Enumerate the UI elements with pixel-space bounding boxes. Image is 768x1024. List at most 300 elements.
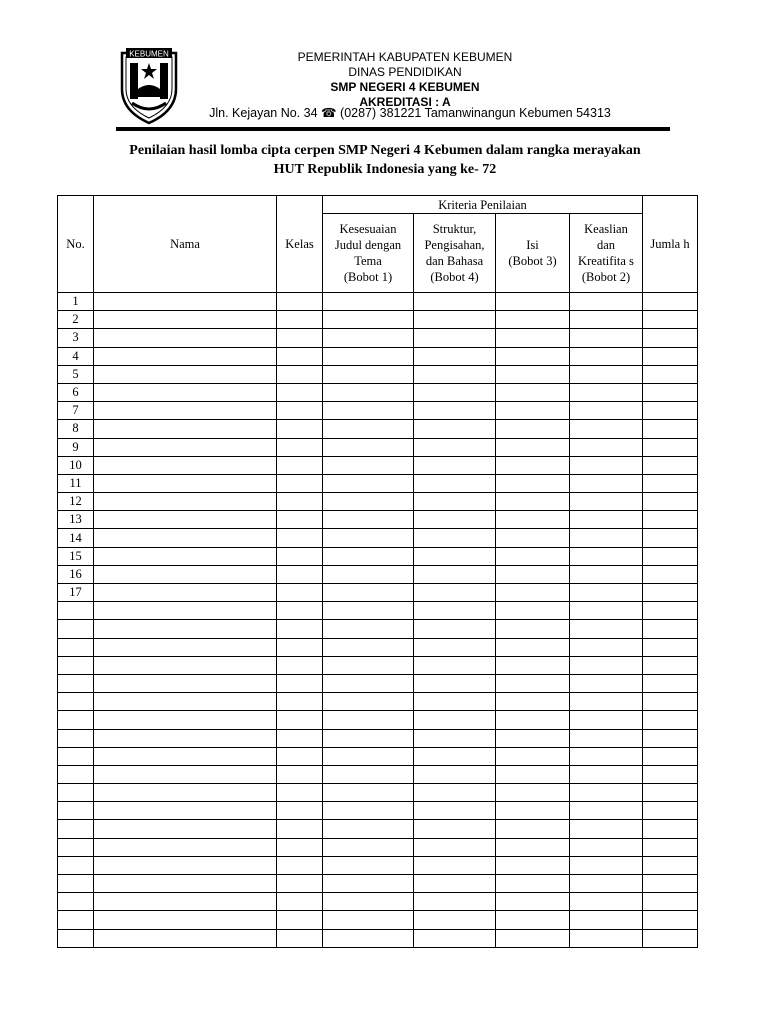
table-cell bbox=[496, 584, 570, 602]
table-cell bbox=[414, 674, 496, 692]
table-row bbox=[58, 365, 698, 383]
table-cell bbox=[94, 784, 277, 802]
table-cell bbox=[323, 311, 414, 329]
table-cell bbox=[496, 693, 570, 711]
table-cell bbox=[94, 438, 277, 456]
table-cell bbox=[414, 565, 496, 583]
school-address: Jln. Kejayan No. 34 ☎ (0287) 381221 Tamanwinangun Kebumen 54313 bbox=[209, 106, 611, 120]
row-number: 15 bbox=[58, 547, 94, 565]
table-cell bbox=[94, 838, 277, 856]
table-cell bbox=[277, 365, 323, 383]
table-cell bbox=[570, 765, 643, 783]
table-cell bbox=[94, 511, 277, 529]
table-cell bbox=[643, 493, 698, 511]
table-cell bbox=[94, 674, 277, 692]
table-cell bbox=[496, 602, 570, 620]
table-cell bbox=[496, 711, 570, 729]
table-cell bbox=[94, 620, 277, 638]
table-cell bbox=[323, 383, 414, 401]
table-cell bbox=[277, 456, 323, 474]
row-number bbox=[58, 620, 94, 638]
table-cell bbox=[570, 493, 643, 511]
table-cell bbox=[570, 784, 643, 802]
letterhead-rule bbox=[116, 127, 670, 131]
table-cell bbox=[414, 893, 496, 911]
title-line-1: Penilaian hasil lomba cipta cerpen SMP Negeri 4 Kebumen dalam rangka merayakan bbox=[129, 143, 641, 158]
table-cell bbox=[570, 747, 643, 765]
row-number bbox=[58, 729, 94, 747]
table-cell bbox=[643, 856, 698, 874]
table-cell bbox=[643, 474, 698, 492]
table-row bbox=[58, 929, 698, 947]
table-cell bbox=[414, 693, 496, 711]
table-cell bbox=[496, 765, 570, 783]
table-cell bbox=[94, 802, 277, 820]
table-cell bbox=[277, 711, 323, 729]
table-cell bbox=[643, 365, 698, 383]
table-cell bbox=[414, 656, 496, 674]
table-row bbox=[58, 383, 698, 401]
table-cell bbox=[570, 729, 643, 747]
table-cell bbox=[643, 584, 698, 602]
table-cell bbox=[643, 875, 698, 893]
table-cell bbox=[277, 565, 323, 583]
table-cell bbox=[570, 347, 643, 365]
table-cell bbox=[570, 565, 643, 583]
table-cell bbox=[643, 693, 698, 711]
table-cell bbox=[570, 893, 643, 911]
table-cell bbox=[323, 547, 414, 565]
table-cell bbox=[570, 911, 643, 929]
table-cell bbox=[496, 638, 570, 656]
table-cell bbox=[94, 911, 277, 929]
table-cell bbox=[94, 420, 277, 438]
table-cell bbox=[570, 856, 643, 874]
table-row bbox=[58, 402, 698, 420]
table-cell bbox=[570, 656, 643, 674]
table-cell bbox=[496, 893, 570, 911]
table-cell bbox=[570, 311, 643, 329]
table-cell bbox=[323, 438, 414, 456]
table-row bbox=[58, 820, 698, 838]
table-row bbox=[58, 438, 698, 456]
table-cell bbox=[643, 893, 698, 911]
criteria-header bbox=[323, 214, 414, 293]
table-cell bbox=[643, 456, 698, 474]
table-cell bbox=[323, 584, 414, 602]
table-cell bbox=[277, 656, 323, 674]
table-cell bbox=[323, 420, 414, 438]
row-number: 13 bbox=[58, 511, 94, 529]
table-row bbox=[58, 784, 698, 802]
table-cell bbox=[414, 311, 496, 329]
table-cell bbox=[323, 929, 414, 947]
table-cell bbox=[643, 438, 698, 456]
table-cell bbox=[570, 602, 643, 620]
table-row bbox=[58, 565, 698, 583]
table-cell bbox=[277, 875, 323, 893]
table-cell bbox=[323, 747, 414, 765]
table-cell bbox=[643, 784, 698, 802]
table-cell bbox=[496, 456, 570, 474]
table-cell bbox=[323, 820, 414, 838]
table-cell bbox=[496, 383, 570, 401]
table-cell bbox=[323, 656, 414, 674]
row-number bbox=[58, 765, 94, 783]
table-cell bbox=[414, 856, 496, 874]
table-cell bbox=[94, 311, 277, 329]
table-cell bbox=[414, 838, 496, 856]
table-cell bbox=[570, 693, 643, 711]
table-row bbox=[58, 511, 698, 529]
table-cell bbox=[643, 729, 698, 747]
table-cell bbox=[277, 693, 323, 711]
table-cell bbox=[323, 802, 414, 820]
table-cell bbox=[277, 911, 323, 929]
table-cell bbox=[643, 293, 698, 311]
table-row bbox=[58, 729, 698, 747]
table-cell bbox=[643, 402, 698, 420]
table-cell bbox=[496, 293, 570, 311]
table-cell bbox=[496, 347, 570, 365]
table-cell bbox=[643, 747, 698, 765]
table-cell bbox=[94, 529, 277, 547]
table-cell bbox=[277, 838, 323, 856]
row-number: 11 bbox=[58, 474, 94, 492]
row-number: 9 bbox=[58, 438, 94, 456]
table-cell bbox=[323, 511, 414, 529]
table-cell bbox=[643, 656, 698, 674]
table-cell bbox=[414, 620, 496, 638]
table-cell bbox=[94, 383, 277, 401]
table-cell bbox=[570, 365, 643, 383]
table-cell bbox=[277, 493, 323, 511]
header-no: No. bbox=[58, 196, 94, 293]
kebumen-regency-logo bbox=[118, 45, 180, 125]
table-cell bbox=[94, 856, 277, 874]
criteria-label: Struktur, Pengisahan, dan Bahasa bbox=[424, 222, 485, 268]
table-cell bbox=[94, 293, 277, 311]
table-cell bbox=[94, 893, 277, 911]
table-cell bbox=[277, 602, 323, 620]
table-row bbox=[58, 420, 698, 438]
table-cell bbox=[496, 402, 570, 420]
table-cell bbox=[277, 293, 323, 311]
row-number: 2 bbox=[58, 311, 94, 329]
table-cell bbox=[643, 620, 698, 638]
table-cell bbox=[414, 875, 496, 893]
row-number: 8 bbox=[58, 420, 94, 438]
row-number bbox=[58, 747, 94, 765]
table-cell bbox=[323, 729, 414, 747]
table-cell bbox=[94, 747, 277, 765]
table-cell bbox=[94, 402, 277, 420]
table-cell bbox=[414, 747, 496, 765]
table-cell bbox=[643, 311, 698, 329]
table-cell bbox=[414, 365, 496, 383]
table-cell bbox=[414, 493, 496, 511]
document-title bbox=[70, 141, 700, 179]
table-cell bbox=[643, 838, 698, 856]
school-name: SMP NEGERI 4 KEBUMEN bbox=[330, 80, 480, 94]
criteria-label: Kesesuaian Judul dengan Tema bbox=[334, 222, 402, 268]
table-cell bbox=[414, 456, 496, 474]
table-cell bbox=[94, 638, 277, 656]
table-cell bbox=[277, 402, 323, 420]
table-cell bbox=[323, 711, 414, 729]
table-cell bbox=[277, 747, 323, 765]
row-number: 16 bbox=[58, 565, 94, 583]
table-cell bbox=[414, 529, 496, 547]
table-cell bbox=[323, 784, 414, 802]
table-cell bbox=[643, 347, 698, 365]
table-cell bbox=[570, 529, 643, 547]
table-row bbox=[58, 911, 698, 929]
table-row bbox=[58, 875, 698, 893]
table-cell bbox=[496, 438, 570, 456]
table-cell bbox=[570, 456, 643, 474]
table-cell bbox=[277, 420, 323, 438]
table-cell bbox=[496, 365, 570, 383]
table-cell bbox=[570, 329, 643, 347]
table-cell bbox=[570, 420, 643, 438]
table-cell bbox=[496, 620, 570, 638]
table-cell bbox=[496, 547, 570, 565]
table-cell bbox=[323, 674, 414, 692]
row-number bbox=[58, 602, 94, 620]
table-cell bbox=[643, 638, 698, 656]
table-cell bbox=[643, 529, 698, 547]
table-cell bbox=[496, 511, 570, 529]
table-cell bbox=[323, 365, 414, 383]
table-cell bbox=[643, 929, 698, 947]
table-cell bbox=[323, 875, 414, 893]
header-jumlah: Jumla h bbox=[643, 196, 698, 293]
table-cell bbox=[643, 329, 698, 347]
table-cell bbox=[94, 565, 277, 583]
table-cell bbox=[323, 893, 414, 911]
table-cell bbox=[94, 729, 277, 747]
row-number bbox=[58, 911, 94, 929]
accreditation: AKREDITASI : A bbox=[359, 95, 451, 109]
table-cell bbox=[570, 620, 643, 638]
table-cell bbox=[414, 438, 496, 456]
table-cell bbox=[277, 929, 323, 947]
table-cell bbox=[414, 802, 496, 820]
row-number: 5 bbox=[58, 365, 94, 383]
table-cell bbox=[277, 856, 323, 874]
table-row bbox=[58, 456, 698, 474]
row-number: 3 bbox=[58, 329, 94, 347]
table-cell bbox=[570, 638, 643, 656]
row-number bbox=[58, 784, 94, 802]
table-cell bbox=[323, 529, 414, 547]
table-cell bbox=[414, 383, 496, 401]
table-cell bbox=[323, 693, 414, 711]
table-cell bbox=[323, 638, 414, 656]
table-cell bbox=[414, 602, 496, 620]
row-number bbox=[58, 656, 94, 674]
table-cell bbox=[277, 620, 323, 638]
table-cell bbox=[94, 493, 277, 511]
table-cell bbox=[496, 820, 570, 838]
table-cell bbox=[277, 674, 323, 692]
table-cell bbox=[570, 838, 643, 856]
table-cell bbox=[277, 765, 323, 783]
table-cell bbox=[643, 383, 698, 401]
row-number bbox=[58, 693, 94, 711]
table-cell bbox=[94, 584, 277, 602]
table-cell bbox=[643, 711, 698, 729]
table-cell bbox=[414, 929, 496, 947]
table-cell bbox=[277, 638, 323, 656]
table-cell bbox=[94, 929, 277, 947]
table-cell bbox=[277, 383, 323, 401]
table-cell bbox=[496, 856, 570, 874]
table-cell bbox=[414, 711, 496, 729]
table-cell bbox=[570, 293, 643, 311]
table-cell bbox=[496, 493, 570, 511]
row-number bbox=[58, 674, 94, 692]
table-cell bbox=[277, 438, 323, 456]
table-row bbox=[58, 347, 698, 365]
table-cell bbox=[643, 765, 698, 783]
row-number bbox=[58, 838, 94, 856]
table-cell bbox=[94, 656, 277, 674]
table-cell bbox=[496, 656, 570, 674]
table-cell bbox=[414, 584, 496, 602]
table-cell bbox=[323, 620, 414, 638]
row-number bbox=[58, 875, 94, 893]
row-number: 6 bbox=[58, 383, 94, 401]
header-kriteria: Kriteria Penilaian bbox=[323, 196, 643, 214]
table-cell bbox=[94, 765, 277, 783]
table-cell bbox=[496, 529, 570, 547]
table-cell bbox=[414, 474, 496, 492]
table-cell bbox=[643, 420, 698, 438]
criteria-weight: (Bobot 1) bbox=[343, 270, 393, 284]
table-cell bbox=[323, 456, 414, 474]
table-cell bbox=[414, 729, 496, 747]
table-cell bbox=[570, 383, 643, 401]
table-cell bbox=[94, 711, 277, 729]
table-cell bbox=[496, 802, 570, 820]
row-number: 17 bbox=[58, 584, 94, 602]
table-cell bbox=[570, 584, 643, 602]
table-row bbox=[58, 693, 698, 711]
table-cell bbox=[570, 820, 643, 838]
table-cell bbox=[496, 784, 570, 802]
table-cell bbox=[496, 474, 570, 492]
table-row bbox=[58, 893, 698, 911]
table-cell bbox=[496, 729, 570, 747]
table-cell bbox=[643, 602, 698, 620]
table-cell bbox=[414, 547, 496, 565]
table-row bbox=[58, 293, 698, 311]
table-cell bbox=[277, 893, 323, 911]
table-cell bbox=[570, 875, 643, 893]
table-cell bbox=[643, 565, 698, 583]
table-cell bbox=[496, 311, 570, 329]
row-number: 1 bbox=[58, 293, 94, 311]
table-cell bbox=[277, 474, 323, 492]
table-cell bbox=[570, 802, 643, 820]
table-cell bbox=[94, 456, 277, 474]
table-cell bbox=[570, 438, 643, 456]
row-number bbox=[58, 929, 94, 947]
table-cell bbox=[496, 911, 570, 929]
table-cell bbox=[414, 820, 496, 838]
row-number bbox=[58, 638, 94, 656]
row-number: 12 bbox=[58, 493, 94, 511]
row-number bbox=[58, 711, 94, 729]
table-cell bbox=[570, 674, 643, 692]
table-cell bbox=[277, 584, 323, 602]
table-cell bbox=[496, 420, 570, 438]
table-row bbox=[58, 329, 698, 347]
table-cell bbox=[277, 802, 323, 820]
row-number bbox=[58, 893, 94, 911]
criteria-weight: (Bobot 4) bbox=[430, 270, 479, 284]
row-number: 10 bbox=[58, 456, 94, 474]
table-row bbox=[58, 747, 698, 765]
row-number bbox=[58, 856, 94, 874]
table-cell bbox=[414, 638, 496, 656]
table-cell bbox=[414, 511, 496, 529]
table-cell bbox=[323, 838, 414, 856]
table-cell bbox=[277, 329, 323, 347]
table-cell bbox=[323, 347, 414, 365]
table-cell bbox=[94, 875, 277, 893]
table-row bbox=[58, 529, 698, 547]
assessment-table bbox=[57, 195, 698, 948]
table-cell bbox=[570, 402, 643, 420]
table-cell bbox=[94, 474, 277, 492]
table-row bbox=[58, 765, 698, 783]
table-row bbox=[58, 547, 698, 565]
row-number bbox=[58, 820, 94, 838]
table-cell bbox=[570, 511, 643, 529]
table-cell bbox=[94, 693, 277, 711]
table-row bbox=[58, 656, 698, 674]
table-cell bbox=[570, 474, 643, 492]
letterhead bbox=[200, 50, 610, 110]
table-row bbox=[58, 602, 698, 620]
table-row bbox=[58, 311, 698, 329]
title-line-2: HUT Republik Indonesia yang ke- 72 bbox=[273, 162, 497, 177]
header-kelas: Kelas bbox=[277, 196, 323, 293]
table-cell bbox=[277, 529, 323, 547]
table-cell bbox=[323, 493, 414, 511]
table-cell bbox=[643, 511, 698, 529]
table-cell bbox=[94, 820, 277, 838]
table-cell bbox=[94, 547, 277, 565]
table-row bbox=[58, 620, 698, 638]
table-cell bbox=[323, 474, 414, 492]
table-cell bbox=[414, 347, 496, 365]
table-cell bbox=[414, 329, 496, 347]
criteria-header bbox=[496, 214, 570, 293]
criteria-label: Isi bbox=[526, 238, 539, 252]
table-cell bbox=[414, 293, 496, 311]
header-nama: Nama bbox=[94, 196, 277, 293]
table-row bbox=[58, 638, 698, 656]
criteria-weight: (Bobot 3) bbox=[508, 254, 557, 268]
government-name: PEMERINTAH KABUPATEN KEBUMEN bbox=[297, 50, 513, 64]
criteria-header bbox=[570, 214, 643, 293]
row-number: 14 bbox=[58, 529, 94, 547]
table-row bbox=[58, 838, 698, 856]
